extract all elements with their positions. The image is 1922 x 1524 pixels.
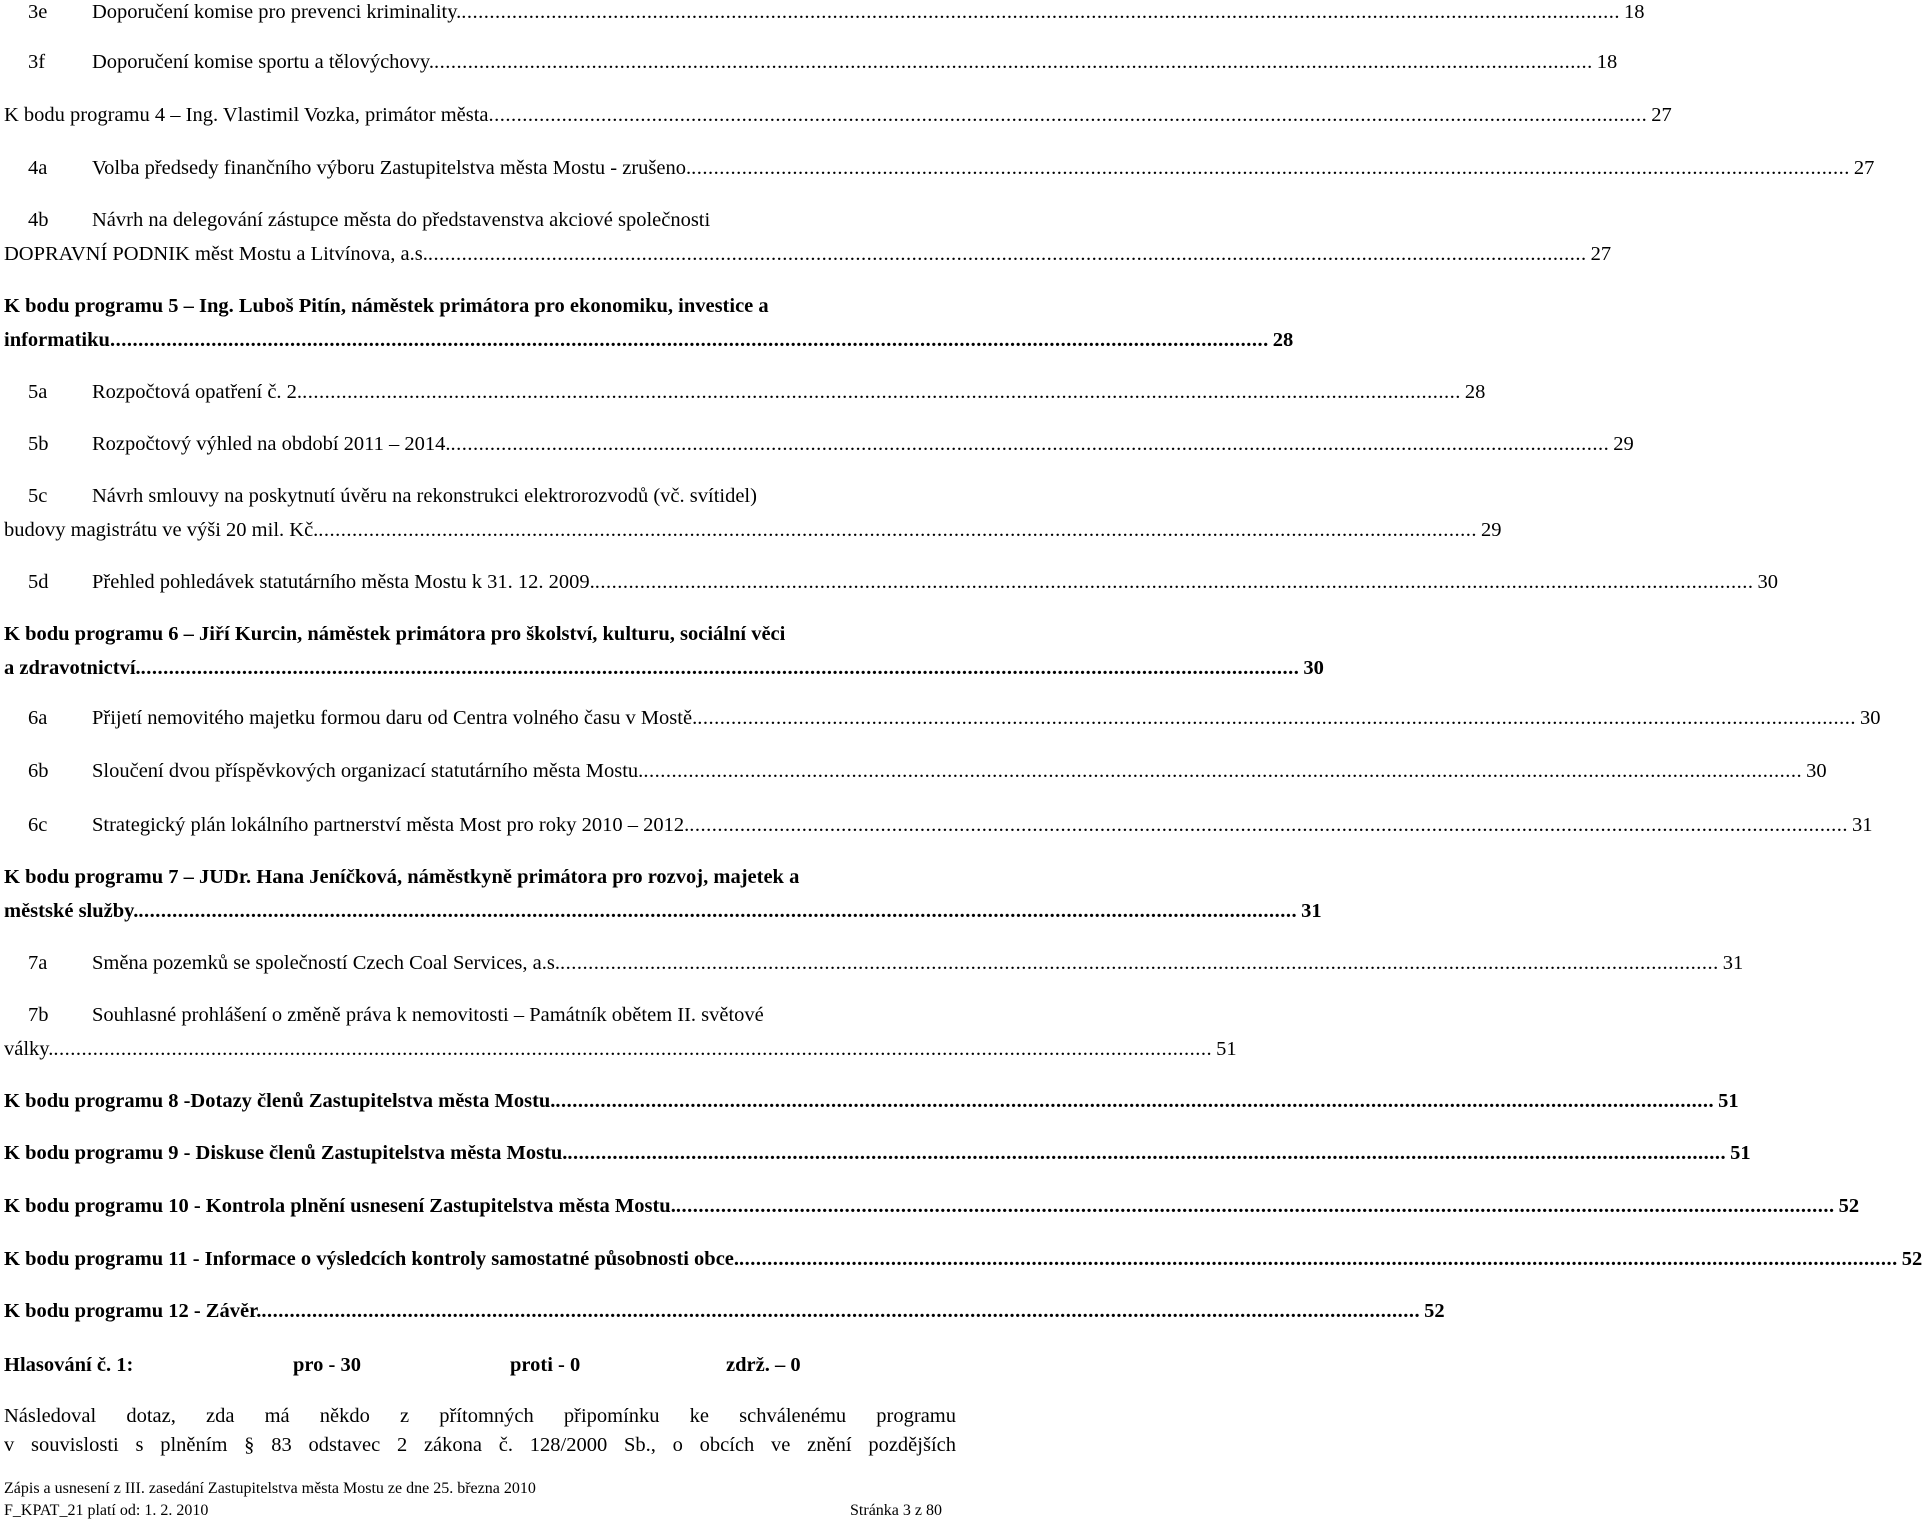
toc-entry-3e[interactable] [4, 0, 1645, 27]
toc-leader-dots [434, 47, 1593, 77]
toc-title: Přijetí nemovitého majetku formou daru od Centra volného času v Mostě. [92, 707, 698, 729]
toc-leader-dots [691, 153, 1850, 183]
toc-code: 6a [28, 707, 48, 729]
toc-entry-6b[interactable] [4, 756, 1827, 786]
toc-page-number: 27 [1651, 104, 1672, 126]
vote-result [4, 1347, 956, 1383]
toc-title: K bodu programu 10 - Kontrola plnění usnesení Zastupitelstva města Mostu. [4, 1195, 676, 1217]
toc-leader-dots [53, 1034, 1212, 1064]
toc-code: 7b [28, 1004, 49, 1026]
toc-title-line1: Souhlasné prohlášení o změně práva k nemovitosti – Památník obětem II. světové [92, 1004, 764, 1026]
toc-page-number: 30 [1757, 571, 1778, 593]
toc-entry-6c[interactable] [4, 810, 1873, 840]
toc-entry-4a[interactable] [4, 153, 1875, 183]
toc-code: 5a [28, 381, 48, 403]
toc-title: K bodu programu 9 - Diskuse členů Zastupitelstva města Mostu. [4, 1142, 568, 1164]
toc-leader-dots [141, 653, 1300, 683]
toc-page-number: 31 [1722, 952, 1744, 974]
toc-title: války. [4, 1038, 54, 1060]
toc-page-number: 31 [1852, 814, 1873, 836]
toc-entry-6a[interactable] [4, 703, 1881, 733]
toc-title: budovy magistrátu ve výši 20 mil. Kč. [4, 519, 319, 541]
toc-title: Volba předsedy finančního výboru Zastupitelstva města Mostu - zrušeno. [92, 157, 692, 179]
toc-title: Rozpočtový výhled na období 2011 – 2014. [92, 433, 451, 455]
toc-leader-dots [697, 703, 1856, 733]
toc-page-number: 28 [1464, 381, 1486, 403]
toc-leader-dots [461, 0, 1620, 27]
toc-title: Doporučení komise sportu a tělovýchovy. [92, 51, 434, 73]
toc-code: 4b [28, 209, 49, 231]
toc-leader-dots [567, 1138, 1726, 1168]
toc-entry-4b[interactable] [4, 205, 1612, 269]
toc-leader-dots [739, 1244, 1898, 1274]
toc-leader-dots [318, 515, 1477, 545]
toc-page-number: 30 [1859, 707, 1881, 729]
footer-form-id: F_KPAT_21 platí od: 1. 2. 2010 [4, 1502, 209, 1519]
toc-leader-dots [555, 1086, 1714, 1116]
paragraph-line-2: v souvislosti s plněním § 83 odstavec 2 zákona č. 128/2000 Sb., o obcích ve znění pozdějších [4, 1434, 956, 1456]
toc-leader-dots [138, 896, 1297, 926]
toc-title-line1: K bodu programu 7 – JUDr. Hana Jeníčková, náměstkyně primátora pro rozvoj, majetek a [4, 866, 800, 888]
toc-code: 5d [28, 571, 49, 593]
toc-title-line1: Návrh na delegování zástupce města do představenstva akciové společnosti [92, 209, 711, 231]
toc-page-number: 18 [1596, 51, 1618, 73]
toc-code: 6c [28, 814, 48, 836]
toc-title: Doporučení komise pro prevenci kriminality. [92, 1, 462, 23]
page-footer [4, 1479, 956, 1523]
toc-page-number: 51 [1718, 1090, 1739, 1112]
toc-page-number: 18 [1624, 1, 1645, 23]
toc-leader-dots [595, 567, 1754, 597]
footer-page-number: Stránka 3 z 80 [850, 1502, 942, 1519]
toc-page-number: 51 [1216, 1038, 1237, 1060]
toc-title: K bodu programu 8 -Dotazy členů Zastupitelstva města Mostu. [4, 1090, 556, 1112]
toc-title: Přehled pohledávek statutárního města Mostu k 31. 12. 2009. [92, 571, 595, 593]
footer-document-title: Zápis a usnesení z III. zasedání Zastupitelstva města Mostu ze dne 25. března 2010 [4, 1480, 536, 1497]
toc-code: 3e [28, 1, 48, 23]
toc-title: informatiku [4, 329, 110, 351]
toc-leader-dots [110, 325, 1269, 355]
toc-page-number: 31 [1301, 900, 1322, 922]
toc-title-line1: Návrh smlouvy na poskytnutí úvěru na rekonstrukci elektrorozvodů (vč. svítidel) [92, 485, 757, 507]
toc-leader-dots [428, 239, 1587, 269]
toc-page-number: 27 [1853, 157, 1875, 179]
toc-title-line1: K bodu programu 6 – Jiří Kurcin, náměstek primátora pro školství, kulturu, sociální věci [4, 623, 786, 645]
toc-page-number: 28 [1272, 329, 1294, 351]
toc-page-number: 52 [1424, 1300, 1445, 1322]
toc-entry-item-12[interactable] [4, 1296, 1445, 1326]
toc-entry-item-8[interactable] [4, 1086, 1739, 1116]
toc-entry-item-6[interactable] [4, 619, 1324, 683]
toc-title: K bodu programu 12 - Závěr. [4, 1300, 262, 1322]
toc-page-number: 30 [1303, 657, 1324, 679]
toc-code: 4a [28, 157, 48, 179]
toc-entry-item-4[interactable] [4, 100, 1672, 130]
toc-page-number: 51 [1730, 1142, 1751, 1164]
toc-title: DOPRAVNÍ PODNIK měst Mostu a Litvínova, a.s. [4, 243, 428, 265]
toc-leader-dots [261, 1296, 1420, 1326]
toc-leader-dots [489, 100, 1648, 130]
toc-entry-item-11[interactable] [4, 1244, 1922, 1274]
toc-title: Sloučení dvou příspěvkových organizací statutárního města Mostu. [92, 760, 644, 782]
toc-leader-dots [676, 1191, 1835, 1221]
vote-pro: pro - 30 [293, 1354, 361, 1376]
toc-page-number: 29 [1613, 433, 1634, 455]
toc-entry-5b[interactable] [4, 429, 1634, 459]
toc-title: městské služby. [4, 900, 139, 922]
toc-entry-3f[interactable] [4, 47, 1618, 77]
toc-title: K bodu programu 4 – Ing. Vlastimil Vozka, primátor města [4, 104, 489, 126]
toc-title: a zdravotnictví. [4, 657, 141, 679]
toc-entry-7a[interactable] [4, 948, 1744, 978]
body-paragraph [4, 1402, 956, 1460]
toc-title: Rozpočtová opatření č. 2. [92, 381, 303, 403]
toc-code: 5b [28, 433, 49, 455]
toc-entry-7b[interactable] [4, 1000, 1237, 1064]
paragraph-line-1: Následoval dotaz, zda má někdo z přítomných připomínku ke schválenému programu [4, 1405, 956, 1427]
toc-leader-dots [643, 756, 1802, 786]
toc-title: Směna pozemků se společností Czech Coal Services, a.s. [92, 952, 560, 974]
toc-entry-item-5[interactable] [4, 291, 1294, 355]
toc-entry-item-9[interactable] [4, 1138, 1751, 1168]
toc-code: 6b [28, 760, 49, 782]
vote-label: Hlasování č. 1: [4, 1354, 134, 1376]
toc-entry-item-7[interactable] [4, 862, 1322, 926]
vote-abstain: zdrž. – 0 [726, 1354, 801, 1376]
toc-entry-item-10[interactable] [4, 1191, 1860, 1221]
toc-code: 5c [28, 485, 48, 507]
toc-title-line1: K bodu programu 5 – Ing. Luboš Pitín, náměstek primátora pro ekonomiku, investice a [4, 295, 769, 317]
toc-leader-dots [302, 377, 1461, 407]
vote-proti: proti - 0 [510, 1354, 581, 1376]
toc-leader-dots [689, 810, 1848, 840]
toc-page-number: 52 [1838, 1195, 1860, 1217]
toc-page-number: 29 [1481, 519, 1502, 541]
toc-code: 7a [28, 952, 48, 974]
toc-leader-dots [451, 429, 1610, 459]
toc-page-number: 30 [1806, 760, 1827, 782]
toc-entry-5d[interactable] [4, 567, 1778, 597]
toc-leader-dots [560, 948, 1719, 978]
toc-code: 3f [28, 51, 46, 73]
toc-title: K bodu programu 11 - Informace o výsledcích kontroly samostatné působnosti obce. [4, 1248, 740, 1270]
toc-entry-5c[interactable] [4, 481, 1502, 545]
toc-entry-5a[interactable] [4, 377, 1486, 407]
toc-title: Strategický plán lokálního partnerství města Most pro roky 2010 – 2012. [92, 814, 690, 836]
toc-page-number: 52 [1901, 1248, 1922, 1270]
toc-page-number: 27 [1590, 243, 1612, 265]
